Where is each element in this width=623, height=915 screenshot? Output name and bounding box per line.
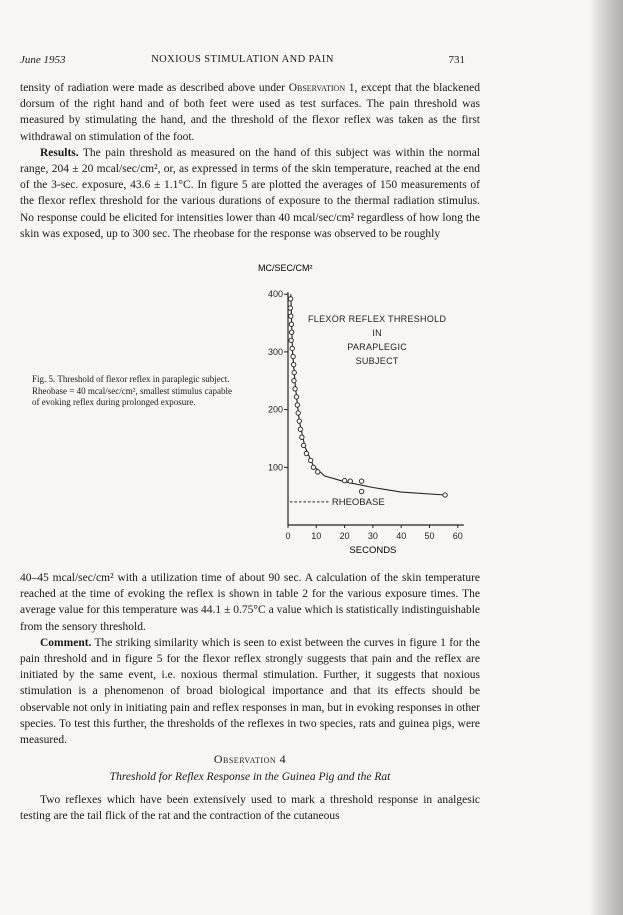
section-subtitle: Threshold for Reflex Response in the Guinea Pig and the Rat [109,771,391,783]
section-heading: Observation 4 [213,752,287,766]
figure-caption: Fig. 5. Threshold of flexor reflex in paraplegic subject. Rheobase = 40 mcal/sec/cm², smallest stimulus capable of evoking reflex during prolonged exposure. [32,374,232,407]
data-point [359,479,363,483]
data-point [296,411,300,415]
comment-text: The striking similarity which is seen to exist between the curves in figure 1 for the pain threshold and in figure 5 for the flexor reflex strongly suggests that pain and the reflex are initiated by the same event, i.e. noxious thermal stimulation. Further, it suggests that noxious stimulation is a phenomenon of broad biological importance and that its effects should be observable not only in initiating pain and reflex responses in man, but in evoking responses in other species. To test this further, the thresholds of the reflexes in two species, rats and guinea pigs, were measured. [20,636,480,747]
annotation-line: SUBJECT [355,356,399,366]
running-header [20,54,465,70]
data-point [288,306,292,310]
results-label: Results. [40,146,79,159]
paragraph-continued-rest: , except that the blackened dorsum of the right hand and of both feet were used as test surfaces. The pain threshold was measured by stimulating the hand, and the threshold of the flexor reflex was taken as the first withdrawal on stimulation of the foot. [20,82,480,143]
chart-annotation [308,314,446,366]
x-tick-label: 40 [396,531,407,541]
data-point [304,451,308,455]
data-point [292,370,296,374]
data-point [301,443,305,447]
body-text-top [20,80,480,242]
data-point [348,479,352,483]
comment-label: Comment. [40,636,92,649]
x-axis-label: SECONDS [349,545,397,556]
paragraph-continued: tensity of radiation were made as described above under [20,82,289,94]
data-point [289,330,293,334]
y-axis-label: MC/SEC/CM² [258,263,313,273]
page-number: 731 [448,54,465,66]
annotation-line: IN [372,328,382,338]
flexor-reflex-chart [240,258,480,558]
data-point [295,403,299,407]
data-point [290,346,294,350]
rheobase-line [290,497,385,508]
data-point [316,470,320,474]
body-text-bottom [20,570,480,748]
results-text: The pain threshold as measured on the hand of this subject was within the normal range, 204 ± 20 mcal/sec/cm², or, as expressed in terms of the skin temperature, reached at the end of the 3-sec. exposure, 43.6 ± 1.1°C. In figure 5 are plotted the averages of 150 measurements of the flexor reflex threshold for the various durations of exposure to the thermal radiation stimulus. No response could be elicited for intensities lower than 40 mcal/sec/cm² regardless of how long the skin was exposed, up to 300 sec. The rheobase for the response was observed to be roughly [20,146,480,240]
x-tick-label: 10 [311,531,322,541]
rheobase-label: RHEOBASE [331,496,385,508]
data-point [289,338,293,342]
y-axis [268,289,288,525]
x-tick-label: 30 [367,531,378,541]
y-tick-label: 300 [267,346,283,357]
data-points [288,297,447,498]
x-axis [285,525,463,541]
page-edge-shadow [589,0,623,915]
data-point [288,297,292,301]
data-point [359,489,363,493]
observation-reference: Observation 1 [288,82,355,94]
annotation-line: PARAPLEGIC [347,342,408,352]
data-point [291,354,295,358]
x-tick-label: 50 [424,531,435,541]
data-point [289,314,293,318]
header-date: June 1953 [20,54,66,66]
annotation-line: FLEXOR REFLEX THRESHOLD [308,314,447,324]
data-point [294,395,298,399]
data-point [300,435,304,439]
data-point [298,427,302,431]
y-tick-label: 400 [267,289,283,300]
data-point [443,493,447,497]
x-tick-label: 60 [452,531,463,541]
data-point [291,362,295,366]
data-point [311,465,315,469]
x-tick-label: 0 [285,531,291,541]
data-point [308,458,312,462]
paragraph-final: Two reflexes which have been extensively used to mark a threshold response in analgesic testing are the tail flick of the rat and the contraction of the cutaneous [20,794,480,823]
x-tick-label: 20 [339,531,350,541]
y-tick-label: 100 [267,462,283,473]
data-point [292,379,296,383]
header-title: NOXIOUS STIMULATION AND PAIN [151,54,334,65]
paragraph-temperature: 40–45 mcal/sec/cm² with a utilization time of about 90 sec. A calculation of the skin temperature reached at the time of evoking the reflex is shown in table 2 for the various exposure times. The average value for this temperature was 44.1 ± 0.75°C a value which is statistically indistinguishable from the sensory threshold. [20,572,480,633]
data-point [297,419,301,423]
data-point [289,322,293,326]
data-point [293,387,297,391]
y-tick-label: 200 [267,404,283,415]
data-point [342,478,346,482]
